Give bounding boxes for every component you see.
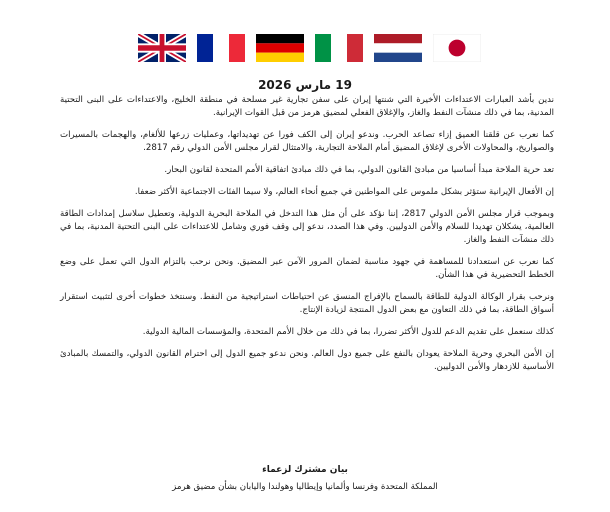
italy-flag-icon [315,34,363,62]
paragraph: كذلك سنعمل على تقديم الدعم للدول الأكثر تضررا، بما في ذلك من خلال الأمم المتحدة، والمؤسسات المالية الدولية. [142,327,554,338]
germany-flag-icon [256,34,304,62]
uk-flag-icon [138,34,186,62]
paragraph: كما نعرب عن استعدادنا للمساهمة في جهود مناسبة لضمان المرور الآمن عبر المضيق. ونحن نرحب بالتزام الدول التي تعمل على وضع الخطط التحضيرية في هذا الشأن. [60,257,554,280]
japan-flag-icon [433,34,481,62]
paragraph: ندين بأشد العبارات الاعتداءات الأخيرة التي شنتها إيران على سفن تجارية غير مسلحة في منطقة الخليج، والاعتداءات على البنى التحتية المدنية، بما في ذلك منشآت النفط والغاز، والإغلاق الفعلي لمضيق هرمز من قبل القوات الإيرانية. [60,95,554,118]
paragraph: وبموجب قرار مجلس الأمن الدولي 2817، إننا نؤكد على أن مثل هذا التدخل في الملاحة البحرية الدولية، وتعطيل سلاسل إمدادات الطاقة العالمية، يشكلان تهديدا للسلام والأمن الدوليين. وفي هذا الصدد، ندعو إلى وقف فوري وشامل للاعتداءات على البنى التحتية المدنية، بما في ذلك منشآت النفط والغاز. [60,209,554,245]
flags-row [138,34,481,62]
paragraph: إن الأمن البحري وحرية الملاحة يعودان بالنفع على جميع دول العالم. ونحن ندعو جميع الدول إلى احترام القانون الدولي، والتمسك بالمبادئ الأساسية للازدهار والأمن الدوليين. [60,349,554,373]
statement-date: 19 مارس 2026 [258,78,352,92]
signature-title: بيان مشترك لزعماء [262,465,348,475]
france-flag-icon [197,34,245,62]
statement-body [60,94,554,383]
paragraph: ونرحب بقرار الوكالة الدولية للطاقة بالسماح بالإفراج المنسق عن احتياطات استراتيجية من النفط. وسنتخذ خطوات أخرى لتثبيت استقرار أسواق الطاقة، بما في ذلك التعاون مع بعض الدول المنتجة لزيادة الإنتاج. [60,292,554,315]
netherlands-flag-icon [374,34,422,62]
paragraph: كما نعرب عن قلقنا العميق إزاء تصاعد الحرب. وندعو إيران إلى الكف فورا عن تهديداتها، وعمليات زرعها للألغام، والهجمات بالمسيرات والصواريخ، والمحاولات الأخرى لإغلاق المضيق أمام الملاحة التجارية، والامتثال لقرار مجلس الأمن الدولي رقم 2817. [60,130,554,153]
signature-subtitle: المملكة المتحدة وفرنسا وألمانيا وإيطاليا وهولندا واليابان بشأن مضيق هرمز [172,482,438,492]
paragraph: تعد حرية الملاحة مبدأ أساسيا من مبادئ القانون الدولي، بما في ذلك مبادئ اتفاقية الأمم المتحدة لقانون البحار. [164,165,554,175]
paragraph: إن الأفعال الإيرانية ستؤثر بشكل ملموس على المواطنين في جميع أنحاء العالم، ولا سيما الفئات الاجتماعية الأكثر ضعفا. [134,187,554,198]
